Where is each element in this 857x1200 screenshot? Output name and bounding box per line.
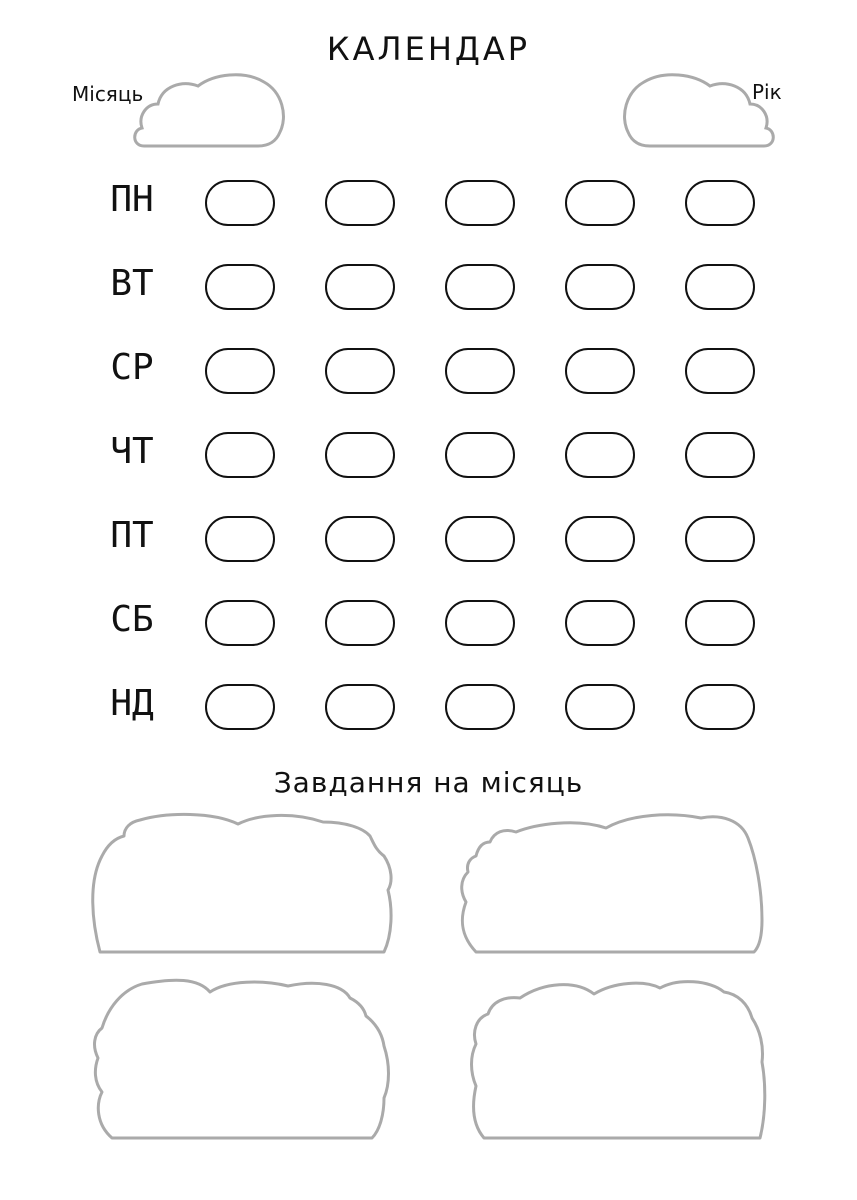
tasks-title: Завдання на місяць (273, 766, 584, 799)
day-cell[interactable] (445, 348, 515, 394)
day-label-tue: ВТ (110, 263, 154, 304)
day-cell[interactable] (325, 516, 395, 562)
day-cell[interactable] (205, 516, 275, 562)
day-cell[interactable] (205, 684, 275, 730)
day-cell[interactable] (685, 600, 755, 646)
day-cell[interactable] (445, 432, 515, 478)
year-input-cloud[interactable] (618, 72, 778, 152)
day-label-thu: ЧТ (110, 431, 154, 472)
task-cloud-1[interactable] (88, 810, 398, 960)
day-cell[interactable] (565, 684, 635, 730)
day-cell[interactable] (325, 432, 395, 478)
day-cell[interactable] (685, 264, 755, 310)
page-title: КАЛЕНДАР (326, 30, 531, 68)
year-label: Рік (752, 80, 782, 104)
day-label-mon: ПН (110, 179, 154, 220)
day-cell[interactable] (205, 348, 275, 394)
day-cell[interactable] (445, 516, 515, 562)
day-label-sun: НД (110, 683, 154, 724)
day-cell[interactable] (445, 264, 515, 310)
day-cell[interactable] (565, 264, 635, 310)
day-cell[interactable] (205, 180, 275, 226)
day-cell[interactable] (325, 264, 395, 310)
day-cell[interactable] (205, 600, 275, 646)
task-cloud-4[interactable] (464, 974, 770, 1144)
task-cloud-3[interactable] (88, 974, 398, 1144)
day-cell[interactable] (445, 684, 515, 730)
day-cell[interactable] (565, 348, 635, 394)
day-cell[interactable] (205, 264, 275, 310)
month-label: Місяць (72, 82, 144, 106)
day-label-wed: СР (110, 347, 154, 388)
day-cell[interactable] (565, 432, 635, 478)
day-cell[interactable] (445, 180, 515, 226)
day-cell[interactable] (685, 516, 755, 562)
day-cell[interactable] (205, 432, 275, 478)
day-cell[interactable] (325, 348, 395, 394)
day-cell[interactable] (685, 180, 755, 226)
day-cell[interactable] (685, 432, 755, 478)
day-label-sat: СБ (110, 599, 154, 640)
day-cell[interactable] (565, 600, 635, 646)
day-cell[interactable] (325, 180, 395, 226)
day-label-fri: ПТ (110, 515, 154, 556)
day-cell[interactable] (325, 600, 395, 646)
day-cell[interactable] (685, 348, 755, 394)
month-input-cloud[interactable] (130, 72, 290, 152)
day-cell[interactable] (565, 516, 635, 562)
task-cloud-2[interactable] (456, 810, 770, 960)
day-cell[interactable] (445, 600, 515, 646)
day-cell[interactable] (565, 180, 635, 226)
day-cell[interactable] (685, 684, 755, 730)
day-cell[interactable] (325, 684, 395, 730)
